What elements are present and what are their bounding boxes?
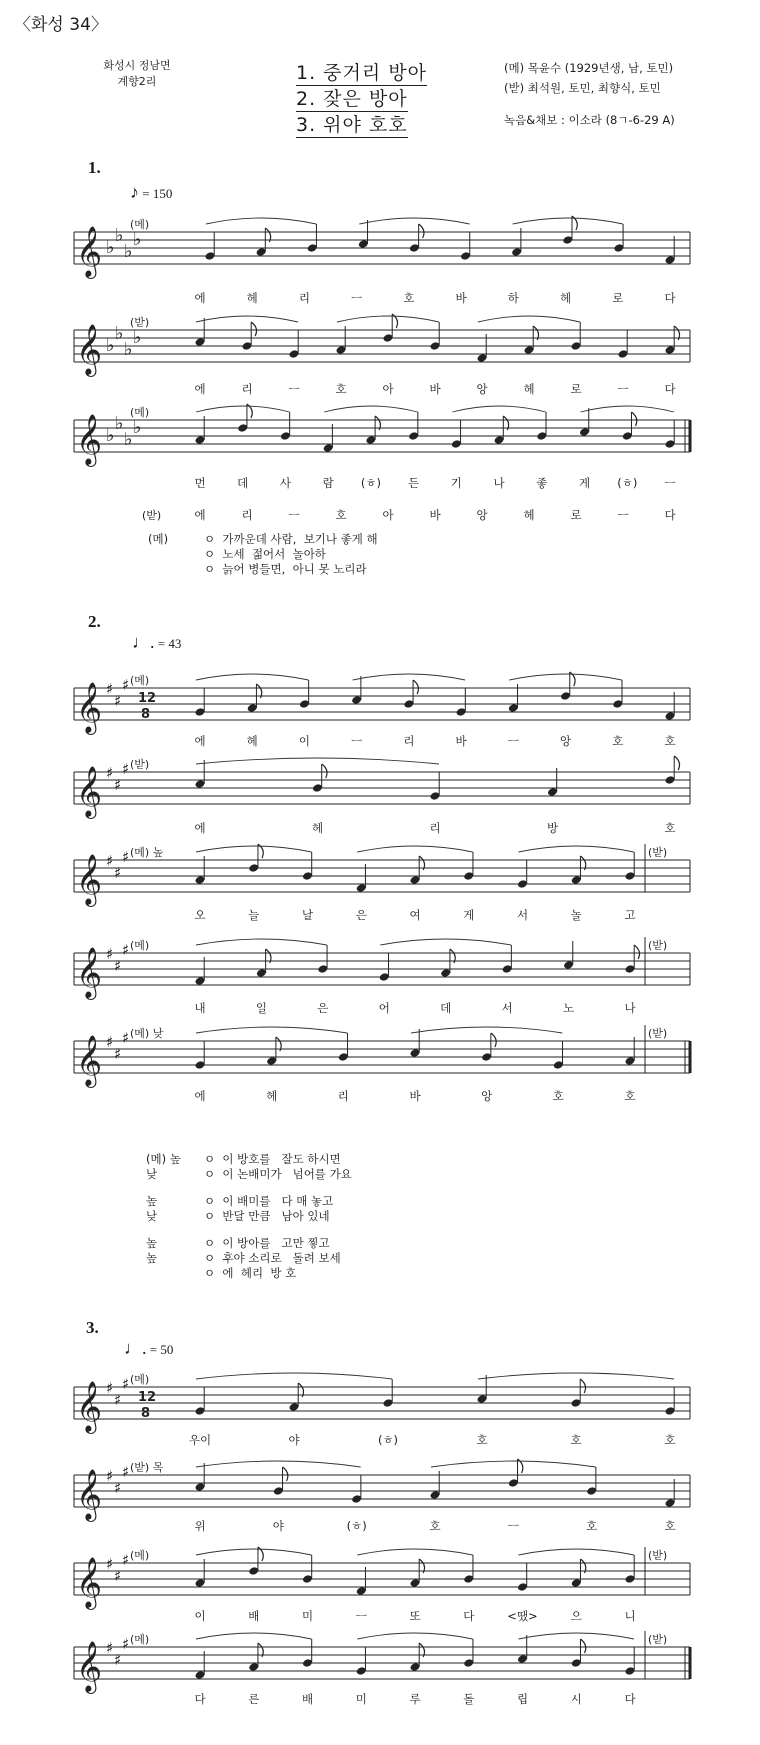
slur bbox=[519, 1549, 635, 1555]
lyric-syllable: 다 bbox=[664, 291, 676, 305]
title-3: 3. 위야 호호 bbox=[296, 114, 408, 136]
lyric-syllable: ㅡ bbox=[507, 1519, 519, 1533]
sharp-icon: ♯ bbox=[114, 864, 122, 882]
slur bbox=[196, 939, 327, 945]
lyric-syllable: (ㅎ) bbox=[377, 1433, 399, 1447]
lyric-syllable: 호 bbox=[476, 1433, 488, 1447]
part-role-label: (메) bbox=[130, 674, 150, 687]
lyric-syllable: 리 bbox=[241, 508, 253, 522]
staff-3-4 bbox=[0, 1623, 760, 1703]
lyric-syllable: ㅡ bbox=[288, 382, 300, 396]
lyric-syllable: 바 bbox=[455, 291, 467, 305]
verse-line: ㅇ 늙어 병들면, 아니 못 노리라 bbox=[204, 562, 367, 576]
sharp-icon: ♯ bbox=[106, 852, 114, 870]
lyric-syllable: 로 bbox=[570, 382, 582, 396]
lyric-syllable: 에 bbox=[194, 734, 206, 748]
flat-icon: ♭ bbox=[115, 413, 124, 434]
lyric-syllable: 리 bbox=[241, 382, 253, 396]
dotted-quarter-note-icon: ♩. bbox=[124, 1338, 147, 1358]
lyric-syllable: 배 bbox=[301, 1692, 314, 1706]
lyric-syllable: 헤 bbox=[523, 508, 535, 522]
time-signature-bottom: 8 bbox=[141, 707, 151, 722]
part-role-label: (메) bbox=[130, 1549, 150, 1562]
lyric-syllable: 고 bbox=[624, 908, 636, 922]
part-role-end-label: (받) bbox=[648, 1549, 668, 1562]
staff-1-2 bbox=[0, 306, 760, 386]
sharp-icon: ♯ bbox=[106, 1555, 114, 1573]
lyric-syllable: 다 bbox=[194, 1692, 206, 1706]
lyric-syllable: 게 bbox=[578, 476, 591, 490]
lyric-syllable: 놀 bbox=[570, 908, 582, 922]
sharp-icon: ♯ bbox=[114, 1479, 122, 1497]
slur bbox=[196, 1633, 312, 1639]
part-role-label: (받) bbox=[130, 316, 150, 329]
note-flag bbox=[580, 1639, 585, 1653]
lyric-syllable: 헤 bbox=[266, 1089, 278, 1103]
lyric-syllable: 사 bbox=[279, 476, 292, 490]
treble-clef-icon: 𝄞 bbox=[76, 854, 103, 905]
sharp-icon: ♯ bbox=[114, 776, 122, 794]
sharp-icon: ♯ bbox=[122, 1463, 130, 1481]
sharp-icon: ♯ bbox=[122, 1029, 130, 1047]
treble-clef-icon: 𝄞 bbox=[76, 1557, 103, 1608]
sharp-icon: ♯ bbox=[106, 1033, 114, 1051]
sharp-icon: ♯ bbox=[106, 1467, 114, 1485]
lyric-syllable: 데 bbox=[440, 1001, 452, 1015]
verse-line: ㅇ 가까운데 사람, 보기나 좋게 해 bbox=[204, 532, 378, 546]
lyric-syllable: ㅡ bbox=[617, 382, 629, 396]
slur bbox=[581, 406, 674, 412]
lyric-syllable: 이 bbox=[194, 1609, 206, 1623]
dotted-quarter-note-icon: ♩. bbox=[132, 632, 155, 652]
title-2: 2. 잦은 방아 bbox=[296, 88, 408, 110]
credit-recording: 녹음&채보 : 이소라 (8ㄱ-6-29 A) bbox=[504, 113, 675, 127]
verse-role: (메) 높 bbox=[146, 1152, 181, 1166]
lyric-syllable: 호 bbox=[664, 1519, 676, 1533]
slur bbox=[196, 1461, 361, 1467]
lyric-syllable: 또 bbox=[409, 1609, 421, 1623]
sharp-icon: ♯ bbox=[114, 1391, 122, 1409]
slur bbox=[206, 218, 316, 224]
lyric-syllable: ㅡ bbox=[507, 734, 519, 748]
treble-clef-icon: 𝄞 bbox=[76, 682, 103, 733]
lyric-syllable: 헤 bbox=[246, 734, 258, 748]
part-role-end-label: (받) bbox=[648, 1633, 668, 1646]
slur bbox=[337, 316, 439, 322]
lyric-syllable: 립 bbox=[516, 1692, 529, 1706]
slur bbox=[357, 1633, 473, 1639]
flat-icon: ♭ bbox=[124, 241, 133, 262]
lyric-syllable: 리 bbox=[403, 734, 415, 748]
lyric-syllable: ㅡ bbox=[288, 508, 300, 522]
staff-3-1 bbox=[0, 1363, 760, 1443]
lyric-syllable: 서 bbox=[501, 1001, 513, 1015]
time-signature-top: 12 bbox=[138, 691, 157, 706]
sharp-icon: ♯ bbox=[122, 1551, 130, 1569]
flat-icon: ♭ bbox=[106, 335, 115, 356]
verse-line: ㅇ 이 논배미가 넘어를 가요 bbox=[204, 1167, 352, 1181]
lyric-syllable: 호 bbox=[664, 821, 676, 835]
lyric-syllable: 로 bbox=[570, 508, 582, 522]
slur bbox=[380, 939, 511, 945]
note-flag bbox=[251, 322, 256, 336]
lyric-syllable: 앙 bbox=[476, 382, 488, 396]
treble-clef-icon: 𝄞 bbox=[76, 1381, 103, 1432]
lyric-syllable: (ㅎ) bbox=[360, 476, 381, 490]
note-flag bbox=[322, 764, 327, 778]
sharp-icon: ♯ bbox=[122, 1375, 130, 1393]
lyric-syllable: 오 bbox=[194, 908, 206, 922]
part-role-label: (메) bbox=[130, 1373, 150, 1386]
lyric-syllable: 리 bbox=[337, 1089, 349, 1103]
verse-role: (메) bbox=[148, 532, 169, 546]
lyric-syllable: 데 bbox=[237, 476, 249, 490]
lyric-syllable: 에 bbox=[194, 821, 206, 835]
slur bbox=[509, 674, 621, 680]
staff-2-4 bbox=[0, 929, 760, 1009]
treble-clef-icon: 𝄞 bbox=[76, 226, 103, 277]
credit-lead: (메) 목윤수 (1929년생, 남, 토민) bbox=[504, 61, 674, 75]
lyric-syllable: 헤 bbox=[523, 382, 535, 396]
staff-2-5 bbox=[0, 1017, 760, 1097]
lyric-syllable: 에 bbox=[194, 382, 206, 396]
lyric-syllable: ㅡ bbox=[355, 1609, 367, 1623]
lyric-syllable: 미 bbox=[355, 1692, 367, 1706]
lyric-syllable: 야 bbox=[288, 1433, 300, 1447]
treble-clef-icon: 𝄞 bbox=[76, 947, 103, 998]
lyric-syllable: 호 bbox=[586, 1519, 598, 1533]
note-flag bbox=[419, 224, 424, 238]
treble-clef-icon: 𝄞 bbox=[76, 1641, 103, 1692]
part-role-label: (메) bbox=[130, 1633, 150, 1646]
lyric-syllable: 이 bbox=[298, 734, 310, 748]
note-flag bbox=[634, 945, 639, 959]
lyric-syllable: 돌 bbox=[463, 1692, 475, 1706]
lyric-syllable: 호 bbox=[335, 382, 347, 396]
lyric-syllable: 서 bbox=[516, 908, 529, 922]
lyric-syllable: 헤 bbox=[559, 291, 572, 305]
verse-role: 높 bbox=[146, 1194, 158, 1208]
lyric-syllable: 른 bbox=[248, 1692, 260, 1706]
lyric-syllable: 다 bbox=[624, 1692, 636, 1706]
staff-2-3 bbox=[0, 836, 760, 916]
section-1-number: 1. bbox=[88, 158, 101, 177]
slur bbox=[519, 846, 635, 852]
section-3-tempo: ♩. = 50 bbox=[124, 1338, 174, 1358]
lyric-syllable: 바 bbox=[429, 508, 441, 522]
credit-chorus: (받) 최석원, 토민, 최향식, 토민 bbox=[504, 81, 661, 95]
location-line2: 계향2리 bbox=[117, 75, 157, 88]
flat-icon: ♭ bbox=[115, 323, 124, 344]
slur bbox=[452, 406, 545, 412]
verse-line: ㅇ 반달 만큼 남아 있네 bbox=[204, 1209, 330, 1223]
title-1: 1. 중거리 방아 bbox=[296, 62, 427, 84]
slur bbox=[478, 316, 580, 322]
verse-role: 높 bbox=[146, 1251, 158, 1265]
slur bbox=[357, 846, 473, 852]
staff-1-3 bbox=[0, 396, 760, 476]
verse-role: 높 bbox=[146, 1236, 158, 1250]
treble-clef-icon: 𝄞 bbox=[76, 414, 103, 465]
slur bbox=[196, 1549, 312, 1555]
part-role-end-label: (받) bbox=[648, 846, 668, 859]
section-2-number: 2. bbox=[88, 612, 101, 631]
extra-lyric-role: (받) bbox=[142, 509, 162, 522]
verse-line: ㅇ 이 방호를 잘도 하시면 bbox=[204, 1152, 341, 1166]
lyric-syllable: 호 bbox=[552, 1089, 564, 1103]
staff-1-1 bbox=[0, 208, 760, 288]
lyric-syllable: 방 bbox=[546, 821, 559, 835]
verse-line: ㅇ 노세 젊어서 놀아하 bbox=[204, 547, 326, 561]
note-flag bbox=[674, 756, 679, 770]
page-label: 〈화성 34〉 bbox=[14, 15, 108, 35]
lyric-syllable: 앙 bbox=[476, 508, 488, 522]
sharp-icon: ♯ bbox=[114, 692, 122, 710]
flat-icon: ♭ bbox=[133, 417, 142, 438]
flat-icon: ♭ bbox=[106, 237, 115, 258]
lyric-syllable: 아 bbox=[382, 508, 394, 522]
flat-icon: ♭ bbox=[124, 429, 133, 450]
lyric-syllable: 다 bbox=[463, 1609, 475, 1623]
verse-line: ㅇ 이 배미를 다 매 놓고 bbox=[204, 1194, 334, 1208]
slur bbox=[359, 218, 469, 224]
lyric-syllable: 으 bbox=[570, 1609, 582, 1623]
lyric-syllable: 로 bbox=[612, 291, 624, 305]
slur bbox=[431, 1461, 596, 1467]
lyric-syllable: 호 bbox=[612, 734, 624, 748]
part-role-label: (메) bbox=[130, 939, 150, 952]
flat-icon: ♭ bbox=[124, 339, 133, 360]
slur bbox=[196, 406, 289, 412]
slur bbox=[411, 1027, 562, 1033]
sharp-icon: ♯ bbox=[114, 1567, 122, 1585]
lyric-syllable: 에 bbox=[194, 291, 206, 305]
lyric-syllable: 바 bbox=[455, 734, 467, 748]
part-role-end-label: (받) bbox=[648, 939, 668, 952]
lyric-syllable: 기 bbox=[450, 476, 462, 490]
sharp-icon: ♯ bbox=[106, 945, 114, 963]
sharp-icon: ♯ bbox=[114, 1045, 122, 1063]
slur bbox=[196, 1027, 347, 1033]
flat-icon: ♭ bbox=[115, 225, 124, 246]
lyric-syllable: 호 bbox=[335, 508, 347, 522]
location-line1: 화성시 정남면 bbox=[103, 59, 171, 72]
verse-line: ㅇ 에 헤리 방 호 bbox=[204, 1266, 297, 1280]
sharp-icon: ♯ bbox=[106, 1379, 114, 1397]
note-flag bbox=[491, 1033, 496, 1047]
sharp-icon: ♯ bbox=[106, 1639, 114, 1657]
flat-icon: ♭ bbox=[106, 425, 115, 446]
verse-line: ㅇ 후야 소리로 돌려 보세 bbox=[204, 1251, 341, 1265]
lyric-syllable: 나 bbox=[493, 476, 505, 490]
verse-role: 낮 bbox=[146, 1167, 158, 1181]
lyric-syllable: 리 bbox=[298, 291, 310, 305]
note-flag bbox=[580, 1379, 585, 1393]
lyric-syllable: 헤 bbox=[246, 291, 258, 305]
lyric-syllable: 앙 bbox=[559, 734, 572, 748]
lyric-syllable: 아 bbox=[382, 382, 394, 396]
eighth-note-icon: ♪ bbox=[130, 182, 139, 202]
lyric-syllable: 배 bbox=[248, 1609, 260, 1623]
lyric-syllable: 여 bbox=[409, 908, 421, 922]
section-1-tempo: ♪ = 150 bbox=[130, 182, 173, 202]
lyric-syllable: 날 bbox=[301, 908, 314, 922]
lyric-syllable: 니 bbox=[624, 1609, 636, 1623]
lyric-syllable: 루 bbox=[409, 1692, 421, 1706]
lyric-syllable: 내 bbox=[194, 1001, 206, 1015]
lyric-syllable: 호 bbox=[570, 1433, 582, 1447]
lyric-syllable: 하 bbox=[507, 291, 519, 305]
part-role-end-label: (받) bbox=[648, 1027, 668, 1040]
verse-line: ㅇ 이 방아를 고만 찧고 bbox=[204, 1236, 330, 1250]
treble-clef-icon: 𝄞 bbox=[76, 766, 103, 817]
lyric-syllable: 바 bbox=[429, 382, 441, 396]
sharp-icon: ♯ bbox=[114, 1651, 122, 1669]
lyric-syllable: 리 bbox=[429, 821, 441, 835]
lyric-syllable: 람 bbox=[322, 476, 334, 490]
sharp-icon: ♯ bbox=[122, 941, 130, 959]
lyric-syllable: 일 bbox=[255, 1001, 267, 1015]
part-role-label: (메) 낮 bbox=[130, 1027, 164, 1040]
time-signature-top: 12 bbox=[138, 1390, 157, 1405]
lyric-syllable: 위 bbox=[194, 1519, 206, 1533]
lyric-syllable: 에 bbox=[194, 1089, 206, 1103]
lyric-syllable: 나 bbox=[624, 1001, 636, 1015]
sharp-icon: ♯ bbox=[122, 676, 130, 694]
treble-clef-icon: 𝄞 bbox=[76, 1469, 103, 1520]
lyric-syllable: 호 bbox=[403, 291, 415, 305]
part-role-label: (메) bbox=[130, 406, 150, 419]
lyric-syllable: 시 bbox=[570, 1692, 582, 1706]
slur bbox=[478, 1373, 674, 1379]
lyric-syllable: 먼 bbox=[194, 476, 206, 490]
slur bbox=[324, 406, 417, 412]
lyric-syllable: 다 bbox=[664, 508, 676, 522]
sharp-icon: ♯ bbox=[106, 764, 114, 782]
lyric-syllable: 야 bbox=[272, 1519, 284, 1533]
lyric-syllable: 우이 bbox=[188, 1433, 212, 1447]
staff-3-2 bbox=[0, 1451, 760, 1531]
part-role-label: (받) bbox=[130, 758, 150, 771]
slur bbox=[196, 1373, 392, 1379]
note-flag bbox=[413, 680, 418, 694]
staff-3-3 bbox=[0, 1539, 760, 1619]
lyric-syllable: 호 bbox=[664, 734, 676, 748]
treble-clef-icon: 𝄞 bbox=[76, 324, 103, 375]
lyric-syllable: ㅡ bbox=[351, 291, 363, 305]
verse-role: 낮 bbox=[146, 1209, 158, 1223]
lyric-syllable: 호 bbox=[624, 1089, 636, 1103]
lyric-syllable: (ㅎ) bbox=[617, 476, 638, 490]
slur bbox=[196, 316, 298, 322]
lyric-syllable: 든 bbox=[408, 476, 420, 490]
slur bbox=[196, 758, 439, 764]
slur bbox=[519, 1633, 635, 1639]
lyric-syllable: <땠> bbox=[507, 1609, 538, 1623]
sharp-icon: ♯ bbox=[122, 1635, 130, 1653]
sharp-icon: ♯ bbox=[106, 680, 114, 698]
lyric-syllable: 좋 bbox=[536, 476, 548, 490]
staff-2-2 bbox=[0, 748, 760, 828]
note-flag bbox=[283, 1467, 288, 1481]
lyric-syllable: 노 bbox=[563, 1001, 575, 1015]
section-2-tempo: ♩. = 43 bbox=[132, 632, 182, 652]
lyric-syllable: 늘 bbox=[248, 908, 260, 922]
sharp-icon: ♯ bbox=[122, 760, 130, 778]
lyric-syllable: 다 bbox=[664, 382, 676, 396]
note-flag bbox=[631, 412, 636, 426]
sharp-icon: ♯ bbox=[122, 848, 130, 866]
slur bbox=[353, 674, 465, 680]
section-3-number: 3. bbox=[86, 1318, 99, 1337]
time-signature-bottom: 8 bbox=[141, 1406, 151, 1421]
flat-icon: ♭ bbox=[133, 229, 142, 250]
lyric-syllable: ㅡ bbox=[351, 734, 363, 748]
part-role-label: (메) bbox=[130, 218, 150, 231]
lyric-syllable: 게 bbox=[463, 908, 475, 922]
lyric-syllable: 에 bbox=[194, 508, 206, 522]
lyric-syllable: ㅡ bbox=[664, 476, 676, 490]
lyric-syllable: 은 bbox=[355, 908, 367, 922]
flat-icon: ♭ bbox=[133, 327, 142, 348]
lyric-syllable: 앙 bbox=[481, 1089, 493, 1103]
slur bbox=[357, 1549, 473, 1555]
part-role-label: (메) 높 bbox=[130, 846, 164, 859]
lyric-syllable: 호 bbox=[664, 1433, 676, 1447]
staff-2-1 bbox=[0, 664, 760, 744]
lyric-syllable: 어 bbox=[378, 1001, 390, 1015]
lyric-syllable: 은 bbox=[317, 1001, 329, 1015]
slur bbox=[513, 218, 623, 224]
lyric-syllable: 헤 bbox=[311, 821, 324, 835]
sharp-icon: ♯ bbox=[114, 957, 122, 975]
lyric-syllable: (ㅎ) bbox=[346, 1519, 367, 1533]
slur bbox=[196, 674, 308, 680]
lyric-syllable: 바 bbox=[409, 1089, 421, 1103]
lyric-syllable: ㅡ bbox=[617, 508, 629, 522]
part-role-label: (받) 목 bbox=[130, 1461, 164, 1474]
slur bbox=[196, 846, 312, 852]
lyric-syllable: 미 bbox=[301, 1609, 314, 1623]
lyric-syllable: 호 bbox=[429, 1519, 441, 1533]
treble-clef-icon: 𝄞 bbox=[76, 1035, 103, 1086]
